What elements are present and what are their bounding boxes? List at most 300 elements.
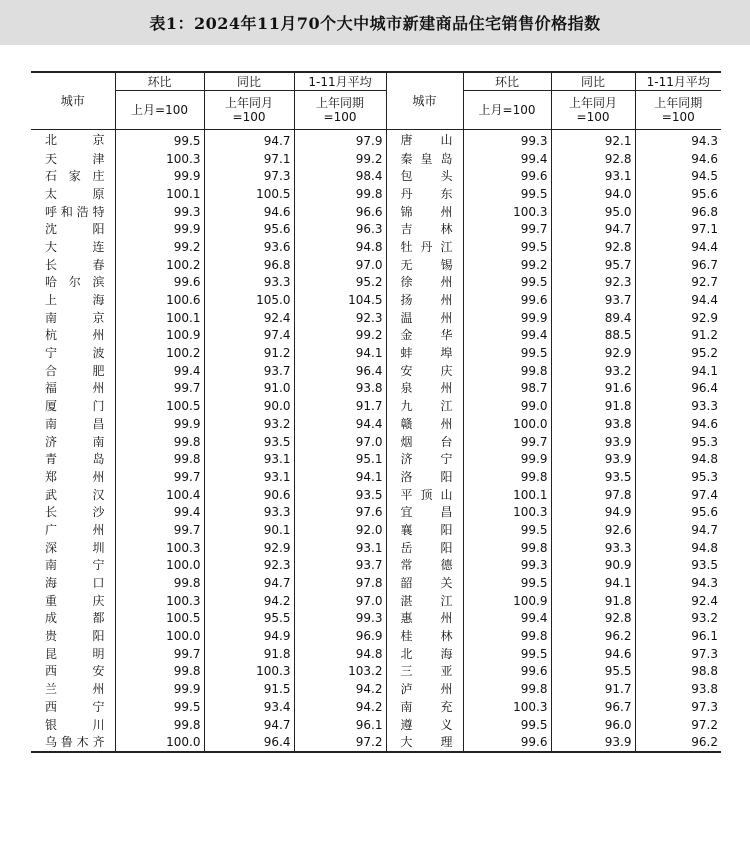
cell-yoy-left: 94.7: [204, 716, 294, 734]
cell-yoy-left: 92.9: [204, 539, 294, 557]
header-mom-right: 环比: [463, 72, 551, 91]
cell-city-left: 北京: [31, 130, 115, 150]
cell-mom-left: 99.8: [115, 716, 204, 734]
table-row: [31, 238, 721, 256]
cell-yoy-right: 92.8: [551, 238, 635, 256]
cell-city-left: 上海: [31, 291, 115, 309]
cell-city-left: 南京: [31, 309, 115, 327]
cell-avg-right: 94.4: [691, 239, 718, 254]
cell-city-left: 西宁: [31, 698, 115, 716]
cell-yoy-right: 93.1: [551, 167, 635, 185]
cell-avg-right: 92.7: [691, 275, 718, 290]
cell-mom-right: 99.6: [463, 167, 551, 185]
cell-avg-right: 94.5: [691, 169, 718, 184]
cell-city-left: 青岛: [31, 450, 115, 468]
cell-avg-right: 96.8: [691, 204, 718, 219]
cell-avg-left: 94.1: [294, 344, 386, 362]
cell-mom-left: 100.0: [115, 733, 204, 752]
cell-mom-right: 99.4: [463, 150, 551, 168]
table-row: [31, 645, 721, 663]
cell-mom-left: 99.7: [115, 468, 204, 486]
cell-mom-left: 100.5: [115, 397, 204, 415]
cell-avg-left: 98.4: [294, 167, 386, 185]
table-row: [31, 397, 721, 415]
cell-mom-left: 99.9: [115, 167, 204, 185]
cell-mom-right: 100.9: [463, 592, 551, 610]
table-row: [31, 610, 721, 628]
cell-city-right: 锦州: [386, 203, 463, 221]
cell-avg-left: 96.9: [294, 627, 386, 645]
cell-avg-right: 95.6: [691, 186, 718, 201]
cell-mom-left: 100.2: [115, 344, 204, 362]
table-row: [31, 663, 721, 681]
cell-city-left: 贵阳: [31, 627, 115, 645]
cell-yoy-left: 95.6: [204, 220, 294, 238]
cell-city-right: 烟台: [386, 433, 463, 451]
cell-city-right: 吉林: [386, 220, 463, 238]
cell-avg-left: 93.1: [294, 539, 386, 557]
cell-mom-right: 99.9: [463, 309, 551, 327]
table-row: [31, 185, 721, 203]
cell-yoy-right: 92.8: [551, 610, 635, 628]
cell-city-right: 三亚: [386, 663, 463, 681]
cell-city-right: 蚌埠: [386, 344, 463, 362]
table-row: [31, 309, 721, 327]
cell-yoy-left: 91.5: [204, 680, 294, 698]
cell-city-right: 金华: [386, 327, 463, 345]
cell-city-right: 遵义: [386, 716, 463, 734]
table-row: [31, 167, 721, 185]
cell-avg-right: 94.3: [691, 576, 718, 591]
cell-yoy-right: 96.2: [551, 627, 635, 645]
cell-avg-left: 94.2: [294, 698, 386, 716]
table-row: [31, 344, 721, 362]
cell-city-left: 哈尔滨: [31, 274, 115, 292]
table-row: [31, 468, 721, 486]
cell-city-left: 长沙: [31, 503, 115, 521]
cell-mom-right: 99.8: [463, 468, 551, 486]
cell-avg-right: 97.2: [691, 717, 718, 732]
cell-city-right: 大理: [386, 733, 463, 752]
header-yoy-left: 同比: [204, 72, 294, 91]
cell-yoy-right: 95.5: [551, 663, 635, 681]
cell-mom-left: 99.4: [115, 362, 204, 380]
cell-city-right: 韶关: [386, 574, 463, 592]
cell-yoy-right: 94.9: [551, 503, 635, 521]
cell-mom-left: 99.8: [115, 450, 204, 468]
table-row: [31, 521, 721, 539]
cell-city-left: 大连: [31, 238, 115, 256]
cell-avg-left: 97.8: [294, 574, 386, 592]
header-yoy-right: 同比: [551, 72, 635, 91]
cell-yoy-left: 91.8: [204, 645, 294, 663]
header-mom-left: 环比: [115, 72, 204, 91]
cell-avg-right: 95.3: [691, 469, 718, 484]
cell-city-left: 郑州: [31, 468, 115, 486]
cell-mom-right: 99.6: [463, 663, 551, 681]
cell-yoy-right: 94.6: [551, 645, 635, 663]
cell-avg-right: 94.6: [691, 416, 718, 431]
cell-avg-left: 97.0: [294, 433, 386, 451]
cell-avg-right: 94.7: [691, 522, 718, 537]
cell-yoy-right: 88.5: [551, 327, 635, 345]
cell-avg-left: 93.8: [294, 380, 386, 398]
table-row: [31, 592, 721, 610]
cell-mom-left: 99.7: [115, 521, 204, 539]
cell-avg-left: 94.4: [294, 415, 386, 433]
cell-yoy-right: 95.0: [551, 203, 635, 221]
cell-mom-right: 99.5: [463, 274, 551, 292]
cell-mom-left: 100.2: [115, 256, 204, 274]
table-header: [31, 72, 721, 130]
cell-mom-right: 99.4: [463, 610, 551, 628]
cell-city-left: 南宁: [31, 557, 115, 575]
cell-city-right: 襄阳: [386, 521, 463, 539]
cell-avg-right: 94.6: [691, 151, 718, 166]
cell-city-right: 桂林: [386, 627, 463, 645]
cell-mom-right: 99.5: [463, 645, 551, 663]
cell-city-right: 九江: [386, 397, 463, 415]
cell-city-left: 南昌: [31, 415, 115, 433]
cell-yoy-left: 94.6: [204, 203, 294, 221]
cell-mom-right: 99.0: [463, 397, 551, 415]
header-avg-sub-right: 上年同期 =100: [635, 91, 721, 130]
table-row: [31, 486, 721, 504]
table-row: [31, 362, 721, 380]
cell-city-left: 济南: [31, 433, 115, 451]
cell-yoy-right: 92.8: [551, 150, 635, 168]
cell-avg-left: 96.6: [294, 203, 386, 221]
cell-city-left: 西安: [31, 663, 115, 681]
cell-mom-right: 99.7: [463, 220, 551, 238]
cell-city-right: 赣州: [386, 415, 463, 433]
cell-city-left: 乌鲁木齐: [31, 733, 115, 752]
cell-avg-right: 93.3: [691, 399, 718, 414]
cell-mom-right: 99.5: [463, 185, 551, 203]
cell-mom-right: 99.5: [463, 344, 551, 362]
table-row: [31, 327, 721, 345]
cell-mom-left: 100.4: [115, 486, 204, 504]
cell-mom-right: 99.2: [463, 256, 551, 274]
cell-avg-right: 94.8: [691, 452, 718, 467]
cell-avg-left: 104.5: [294, 291, 386, 309]
cell-mom-right: 99.6: [463, 733, 551, 752]
cell-yoy-right: 92.1: [551, 130, 635, 150]
cell-avg-left: 91.7: [294, 397, 386, 415]
cell-avg-right: 93.2: [691, 611, 718, 626]
cell-yoy-left: 93.6: [204, 238, 294, 256]
cell-city-right: 安庆: [386, 362, 463, 380]
cell-city-right: 徐州: [386, 274, 463, 292]
cell-city-right: 宜昌: [386, 503, 463, 521]
cell-avg-right: 96.7: [691, 257, 718, 272]
cell-mom-right: 99.5: [463, 716, 551, 734]
cell-mom-right: 99.8: [463, 362, 551, 380]
cell-mom-right: 99.3: [463, 130, 551, 150]
cell-city-right: 唐山: [386, 130, 463, 150]
cell-avg-right: 93.8: [691, 682, 718, 697]
cell-mom-left: 99.9: [115, 220, 204, 238]
cell-mom-left: 99.7: [115, 645, 204, 663]
cell-yoy-left: 96.4: [204, 733, 294, 752]
cell-avg-right: 94.4: [691, 293, 718, 308]
cell-avg-right: 95.6: [691, 505, 718, 520]
cell-city-left: 太原: [31, 185, 115, 203]
cell-yoy-left: 100.3: [204, 663, 294, 681]
cell-yoy-left: 91.2: [204, 344, 294, 362]
cell-city-left: 杭州: [31, 327, 115, 345]
cell-yoy-left: 97.1: [204, 150, 294, 168]
cell-city-right: 包头: [386, 167, 463, 185]
cell-mom-right: 99.5: [463, 238, 551, 256]
table-row: [31, 130, 721, 150]
cell-avg-left: 103.2: [294, 663, 386, 681]
cell-yoy-left: 91.0: [204, 380, 294, 398]
cell-mom-right: 99.9: [463, 450, 551, 468]
table-row: [31, 433, 721, 451]
cell-mom-right: 99.4: [463, 327, 551, 345]
table-row: [31, 503, 721, 521]
cell-yoy-left: 93.3: [204, 274, 294, 292]
cell-city-left: 福州: [31, 380, 115, 398]
cell-avg-right: 91.2: [691, 328, 718, 343]
table-row: [31, 733, 721, 752]
cell-mom-left: 100.5: [115, 610, 204, 628]
cell-yoy-left: 94.7: [204, 574, 294, 592]
cell-yoy-left: 97.3: [204, 167, 294, 185]
cell-city-left: 沈阳: [31, 220, 115, 238]
cell-city-right: 扬州: [386, 291, 463, 309]
table-row: [31, 150, 721, 168]
cell-avg-left: 94.1: [294, 468, 386, 486]
cell-city-left: 兰州: [31, 680, 115, 698]
cell-city-right: 常德: [386, 557, 463, 575]
cell-city-left: 成都: [31, 610, 115, 628]
cell-avg-left: 99.3: [294, 610, 386, 628]
cell-yoy-right: 93.8: [551, 415, 635, 433]
cell-city-left: 重庆: [31, 592, 115, 610]
cell-city-left: 武汉: [31, 486, 115, 504]
cell-avg-right: 95.2: [691, 346, 718, 361]
cell-mom-right: 100.3: [463, 203, 551, 221]
cell-mom-right: 99.3: [463, 557, 551, 575]
cell-avg-left: 99.8: [294, 185, 386, 203]
cell-city-left: 石家庄: [31, 167, 115, 185]
cell-city-right: 湛江: [386, 592, 463, 610]
table-row: [31, 680, 721, 698]
cell-mom-right: 100.1: [463, 486, 551, 504]
cell-mom-left: 99.9: [115, 415, 204, 433]
cell-yoy-right: 89.4: [551, 309, 635, 327]
cell-mom-right: 99.8: [463, 627, 551, 645]
cell-mom-right: 99.6: [463, 291, 551, 309]
cell-mom-left: 100.0: [115, 627, 204, 645]
header-avg-right: 1-11月平均: [635, 72, 721, 91]
cell-avg-right: 94.1: [691, 363, 718, 378]
table-row: [31, 380, 721, 398]
cell-mom-left: 100.3: [115, 539, 204, 557]
cell-city-right: 岳阳: [386, 539, 463, 557]
cell-mom-left: 99.8: [115, 574, 204, 592]
table-row: [31, 574, 721, 592]
cell-mom-left: 99.4: [115, 503, 204, 521]
cell-avg-right: 97.4: [691, 487, 718, 502]
cell-avg-left: 95.2: [294, 274, 386, 292]
title-bar: [0, 0, 750, 45]
table-row: [31, 627, 721, 645]
cell-mom-left: 100.3: [115, 592, 204, 610]
cell-city-right: 济宁: [386, 450, 463, 468]
cell-yoy-right: 93.2: [551, 362, 635, 380]
cell-yoy-right: 95.7: [551, 256, 635, 274]
cell-avg-left: 94.2: [294, 680, 386, 698]
header-avg-left: 1-11月平均: [294, 72, 386, 91]
cell-city-right: 泸州: [386, 680, 463, 698]
table-row: [31, 256, 721, 274]
cell-yoy-right: 93.7: [551, 291, 635, 309]
cell-yoy-right: 92.6: [551, 521, 635, 539]
table-row: [31, 415, 721, 433]
cell-avg-right: 94.8: [691, 540, 718, 555]
cell-yoy-right: 92.9: [551, 344, 635, 362]
cell-yoy-left: 93.5: [204, 433, 294, 451]
cell-yoy-left: 97.4: [204, 327, 294, 345]
cell-city-right: 北海: [386, 645, 463, 663]
cell-yoy-left: 93.2: [204, 415, 294, 433]
cell-avg-left: 96.4: [294, 362, 386, 380]
cell-mom-left: 99.8: [115, 663, 204, 681]
cell-mom-left: 99.5: [115, 698, 204, 716]
cell-avg-right: 98.8: [691, 664, 718, 679]
cell-avg-left: 96.1: [294, 716, 386, 734]
cell-avg-left: 97.0: [294, 256, 386, 274]
cell-yoy-left: 90.1: [204, 521, 294, 539]
header-city-left: 城市: [31, 72, 115, 130]
cell-mom-right: 100.0: [463, 415, 551, 433]
cell-yoy-left: 92.3: [204, 557, 294, 575]
cell-yoy-right: 91.7: [551, 680, 635, 698]
header-mom-sub-right: 上月=100: [463, 91, 551, 130]
cell-yoy-right: 93.9: [551, 433, 635, 451]
cell-avg-left: 96.3: [294, 220, 386, 238]
cell-mom-right: 99.8: [463, 539, 551, 557]
cell-avg-right: 96.2: [691, 735, 718, 750]
cell-avg-right: 97.1: [691, 222, 718, 237]
cell-avg-left: 92.0: [294, 521, 386, 539]
cell-city-right: 南充: [386, 698, 463, 716]
cell-yoy-left: 105.0: [204, 291, 294, 309]
cell-yoy-left: 96.8: [204, 256, 294, 274]
cell-city-right: 无锡: [386, 256, 463, 274]
cell-yoy-right: 91.8: [551, 592, 635, 610]
cell-yoy-right: 91.6: [551, 380, 635, 398]
cell-yoy-left: 100.5: [204, 185, 294, 203]
cell-city-left: 厦门: [31, 397, 115, 415]
cell-city-right: 泉州: [386, 380, 463, 398]
table-row: [31, 450, 721, 468]
cell-yoy-left: 95.5: [204, 610, 294, 628]
cell-yoy-left: 93.1: [204, 468, 294, 486]
cell-mom-right: 99.7: [463, 433, 551, 451]
cell-yoy-right: 93.9: [551, 450, 635, 468]
cell-yoy-right: 93.5: [551, 468, 635, 486]
cell-yoy-left: 92.4: [204, 309, 294, 327]
cell-mom-left: 100.3: [115, 150, 204, 168]
cell-yoy-left: 90.6: [204, 486, 294, 504]
cell-avg-right: 96.4: [691, 381, 718, 396]
header-city-right: 城市: [386, 72, 463, 130]
table-row: [31, 220, 721, 238]
cell-mom-right: 99.5: [463, 521, 551, 539]
cell-avg-right: 97.3: [691, 699, 718, 714]
cell-avg-left: 97.6: [294, 503, 386, 521]
cell-mom-left: 100.1: [115, 309, 204, 327]
cell-city-left: 长春: [31, 256, 115, 274]
cell-yoy-left: 93.3: [204, 503, 294, 521]
table-row: [31, 539, 721, 557]
cell-yoy-right: 94.0: [551, 185, 635, 203]
cell-avg-left: 99.2: [294, 327, 386, 345]
cell-city-left: 合肥: [31, 362, 115, 380]
cell-mom-left: 100.0: [115, 557, 204, 575]
cell-city-left: 深圳: [31, 539, 115, 557]
cell-city-left: 昆明: [31, 645, 115, 663]
cell-yoy-left: 93.4: [204, 698, 294, 716]
cell-mom-right: 100.3: [463, 503, 551, 521]
cell-city-right: 洛阳: [386, 468, 463, 486]
header-avg-sub-left: 上年同期 =100: [294, 91, 386, 130]
header-mom-sub-left: 上月=100: [115, 91, 204, 130]
cell-city-left: 呼和浩特: [31, 203, 115, 221]
cell-yoy-right: 96.7: [551, 698, 635, 716]
table-body: [31, 130, 721, 753]
cell-city-right: 温州: [386, 309, 463, 327]
cell-avg-left: 94.8: [294, 645, 386, 663]
cell-avg-left: 97.2: [294, 733, 386, 752]
header-yoy-sub-left: 上年同月 =100: [204, 91, 294, 130]
cell-yoy-right: 92.3: [551, 274, 635, 292]
cell-avg-left: 95.1: [294, 450, 386, 468]
cell-yoy-right: 93.9: [551, 733, 635, 752]
cell-avg-right: 92.9: [691, 310, 718, 325]
cell-city-left: 天津: [31, 150, 115, 168]
cell-avg-left: 94.8: [294, 238, 386, 256]
cell-mom-left: 100.6: [115, 291, 204, 309]
cell-city-right: 秦皇岛: [386, 150, 463, 168]
cell-avg-left: 99.2: [294, 150, 386, 168]
cell-yoy-left: 93.7: [204, 362, 294, 380]
cell-yoy-left: 90.0: [204, 397, 294, 415]
cell-avg-right: 97.3: [691, 646, 718, 661]
cell-avg-right: 92.4: [691, 593, 718, 608]
cell-yoy-right: 96.0: [551, 716, 635, 734]
cell-mom-right: 99.5: [463, 574, 551, 592]
cell-city-right: 平顶山: [386, 486, 463, 504]
table-row: [31, 557, 721, 575]
cell-city-left: 海口: [31, 574, 115, 592]
cell-city-left: 宁波: [31, 344, 115, 362]
table-row: [31, 698, 721, 716]
cell-mom-left: 99.6: [115, 274, 204, 292]
cell-mom-left: 100.1: [115, 185, 204, 203]
cell-avg-right: 96.1: [691, 629, 718, 644]
cell-city-right: 惠州: [386, 610, 463, 628]
table-row: [31, 716, 721, 734]
cell-city-left: 银川: [31, 716, 115, 734]
cell-mom-left: 100.9: [115, 327, 204, 345]
cell-mom-right: 99.8: [463, 680, 551, 698]
cell-yoy-left: 94.9: [204, 627, 294, 645]
